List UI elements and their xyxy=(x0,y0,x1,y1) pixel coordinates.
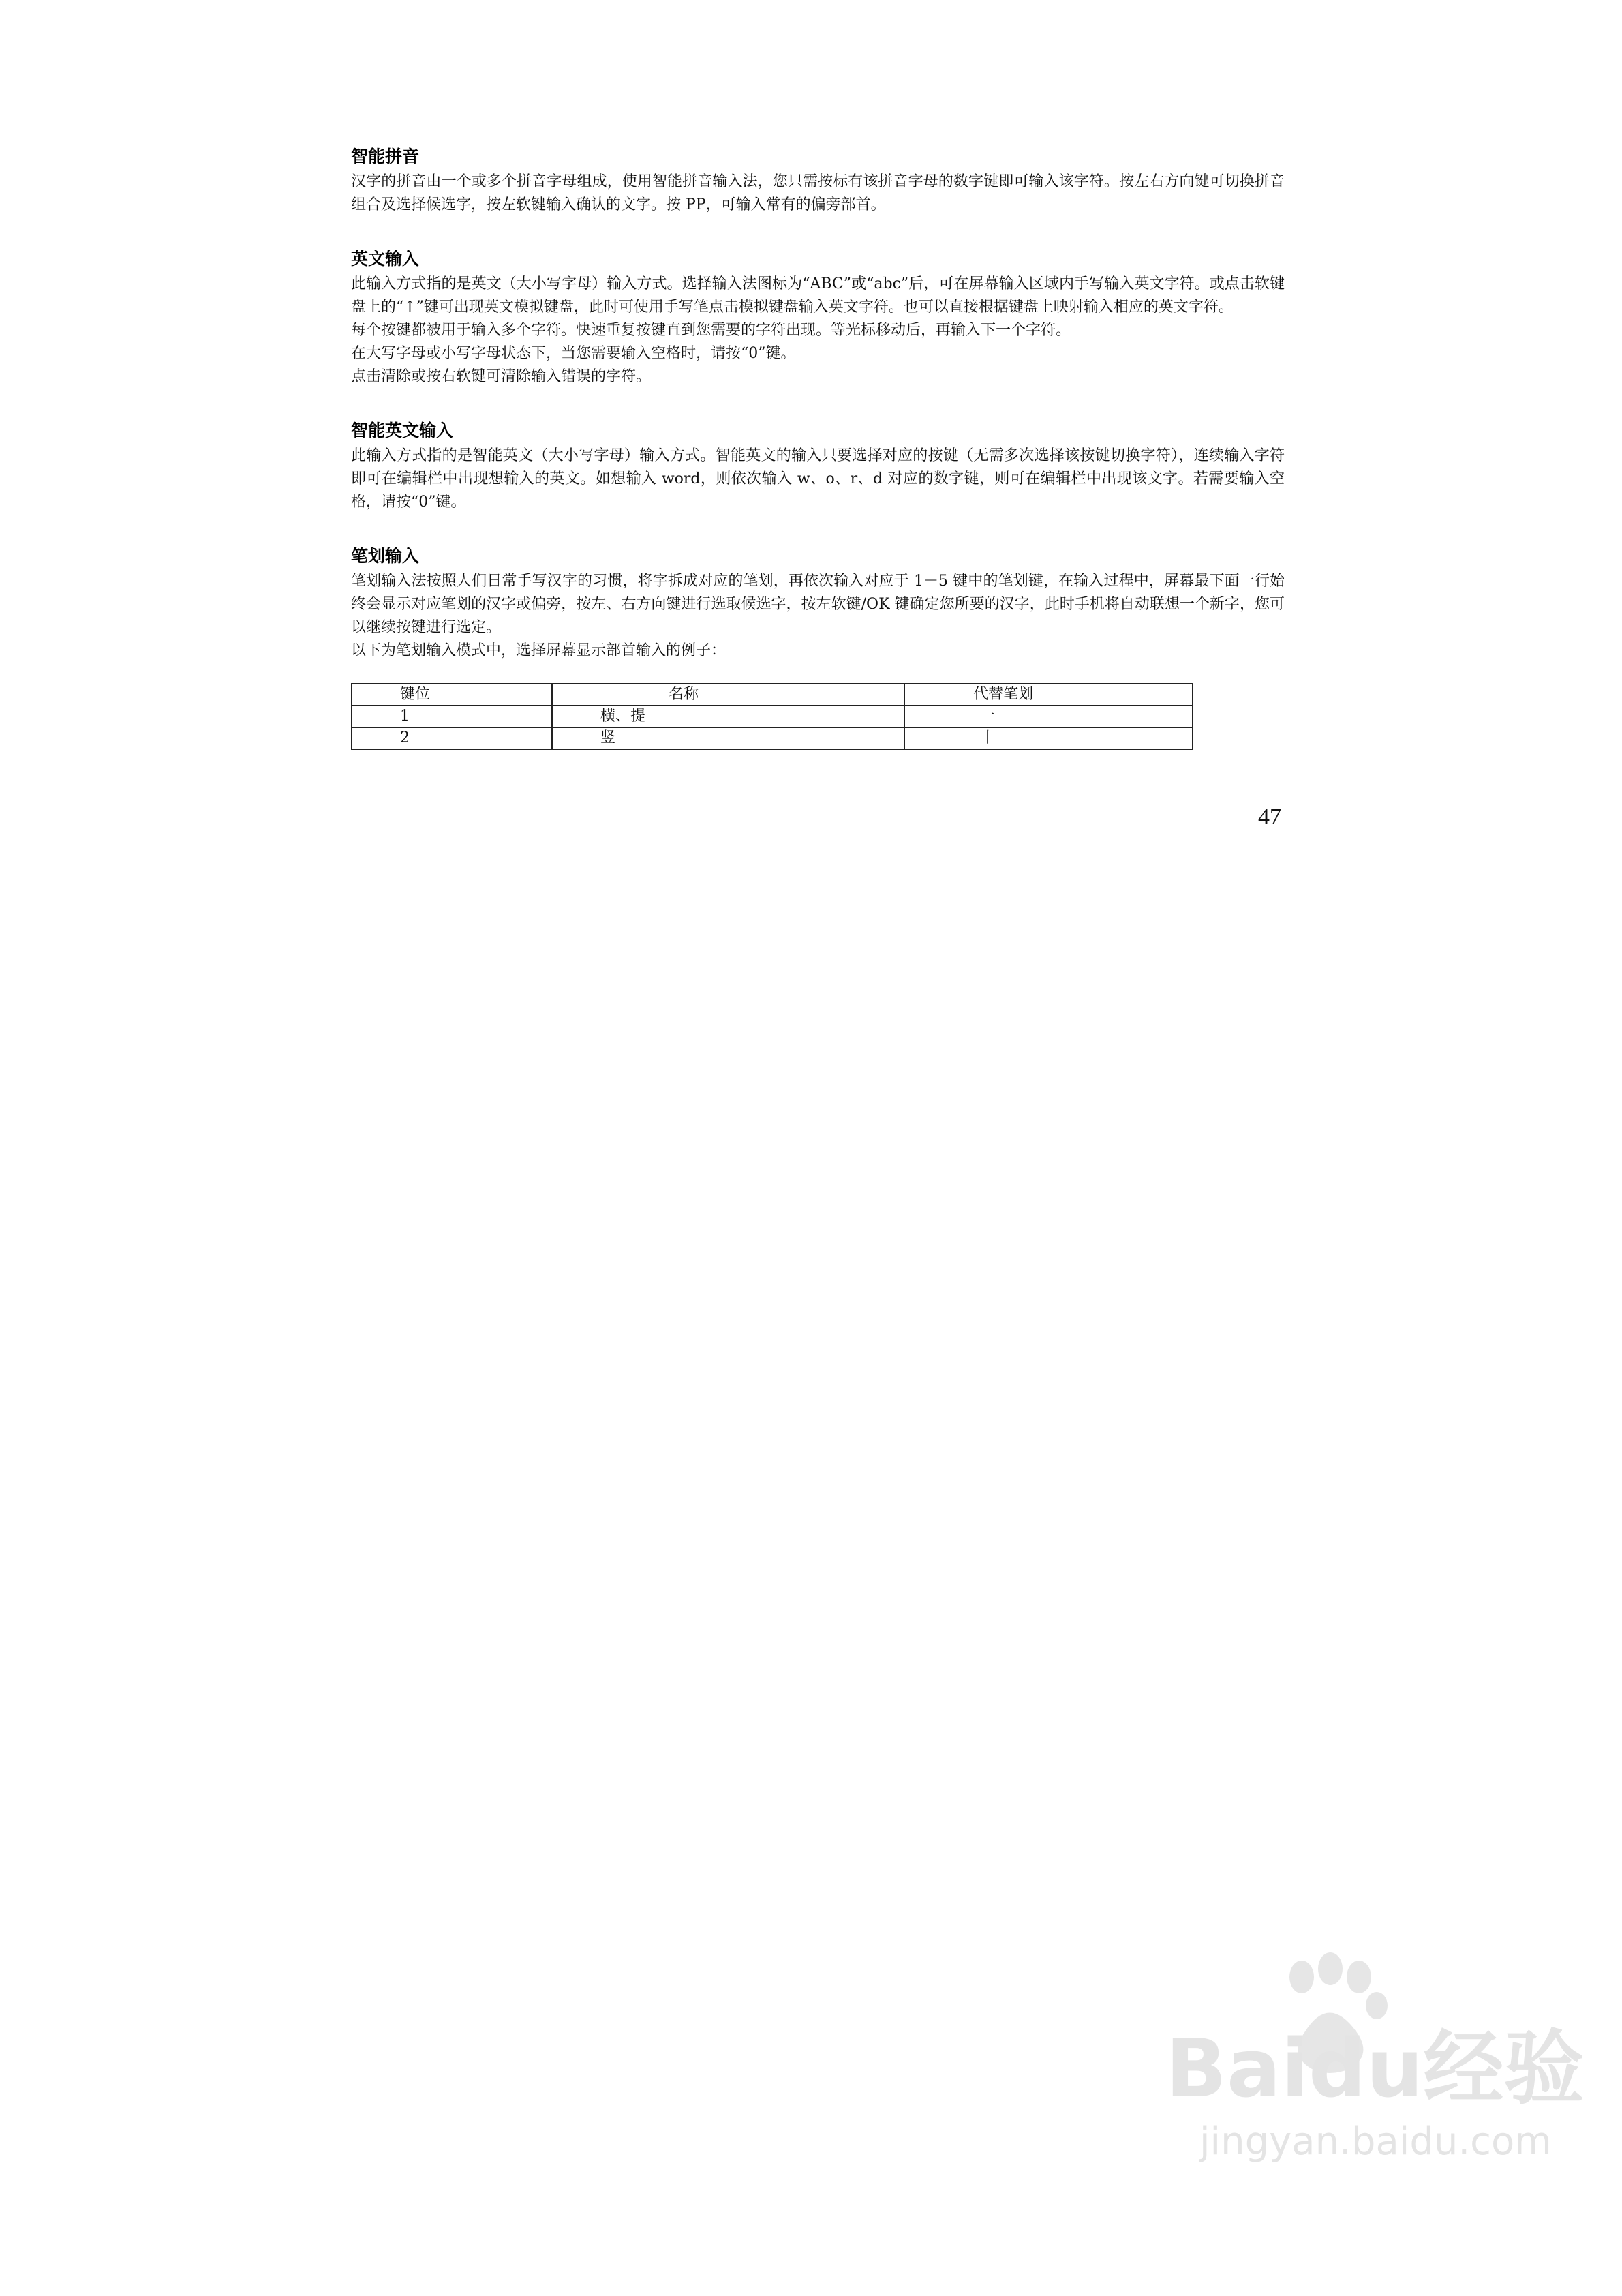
paragraph: 此输入方式指的是英文（大小写字母）输入方式。选择输入法图标为“ABC”或“abc”后，可在屏幕输入区域内手写输入英文字符。或点击软键盘上的“↑”键可出现英文模拟键盘，此时可使用手写笔点击模拟键盘输入英文字符。也可以直接根据键盘上映射输入相应的英文字符。 xyxy=(351,275,1285,316)
table-row xyxy=(352,706,1193,727)
table-cell: 2 xyxy=(352,727,552,749)
table-row xyxy=(352,727,1193,749)
section-heading: 智能英文输入 xyxy=(351,421,454,440)
table-cell: 一 xyxy=(904,706,1193,727)
paragraph: 在大写字母或小写字母状态下，当您需要输入空格时，请按“0”键。 xyxy=(351,345,796,362)
section-smart-pinyin xyxy=(351,143,1285,217)
paragraph: 以下为笔划输入模式中，选择屏幕显示部首输入的例子： xyxy=(351,642,726,659)
table-cell: 丨 xyxy=(904,727,1193,749)
paragraph: 点击清除或按右软键可清除输入错误的字符。 xyxy=(351,368,652,385)
page-number: 47 xyxy=(1258,804,1281,830)
paragraph: 汉字的拼音由一个或多个拼音字母组成，使用智能拼音输入法，您只需按标有该拼音字母的数字键即可输入该字符。按左右方向键可切换拼音组合及选择候选字，按左软键输入确认的文字。按 PP，可输入常有的偏旁部首。 xyxy=(351,173,1285,213)
section-heading: 笔划输入 xyxy=(351,546,420,566)
watermark-brand: Baidu经验 xyxy=(1165,2021,1585,2115)
section-heading: 智能拼音 xyxy=(351,147,420,166)
baidu-jingyan-watermark xyxy=(1159,1950,1585,2209)
table-cell: 1 xyxy=(352,706,552,727)
section-smart-english-input xyxy=(351,417,1285,514)
column-header-stroke: 代替笔划 xyxy=(904,684,1193,706)
table-cell: 横、提 xyxy=(552,706,904,727)
paragraph: 每个按键都被用于输入多个字符。快速重复按键直到您需要的字符出现。等光标移动后，再输入下一个字符。 xyxy=(351,322,1071,339)
stroke-key-table xyxy=(351,683,1193,750)
table-cell: 竖 xyxy=(552,727,904,749)
document-body xyxy=(351,143,1285,779)
section-stroke-input xyxy=(351,543,1285,750)
table-header-row xyxy=(352,684,1193,706)
paragraph: 此输入方式指的是智能英文（大小写字母）输入方式。智能英文的输入只要选择对应的按键（无需多次选择该按键切换字符），连续输入字符即可在编辑栏中出现想输入的英文。如想输入 word，则依次输入 w、o、r、d 对应的数字键，则可在编辑栏中出现该文字。若需要输入空格，请按“0”键。 xyxy=(351,447,1285,511)
section-heading: 英文输入 xyxy=(351,249,420,269)
column-header-key: 键位 xyxy=(352,684,552,706)
section-english-input xyxy=(351,245,1285,389)
watermark-url: jingyan.baidu.com xyxy=(1199,2119,1552,2164)
paragraph: 笔划输入法按照人们日常手写汉字的习惯，将字拆成对应的笔划，再依次输入对应于 1－5 键中的笔划键，在输入过程中，屏幕最下面一行始终会显示对应笔划的汉字或偏旁，按左、右方向键进行选取候选字，按左软键/OK 键确定您所要的汉字，此时手机将自动联想一个新字，您可以继续按键进行选定。 xyxy=(351,573,1285,636)
column-header-name: 名称 xyxy=(552,684,904,706)
